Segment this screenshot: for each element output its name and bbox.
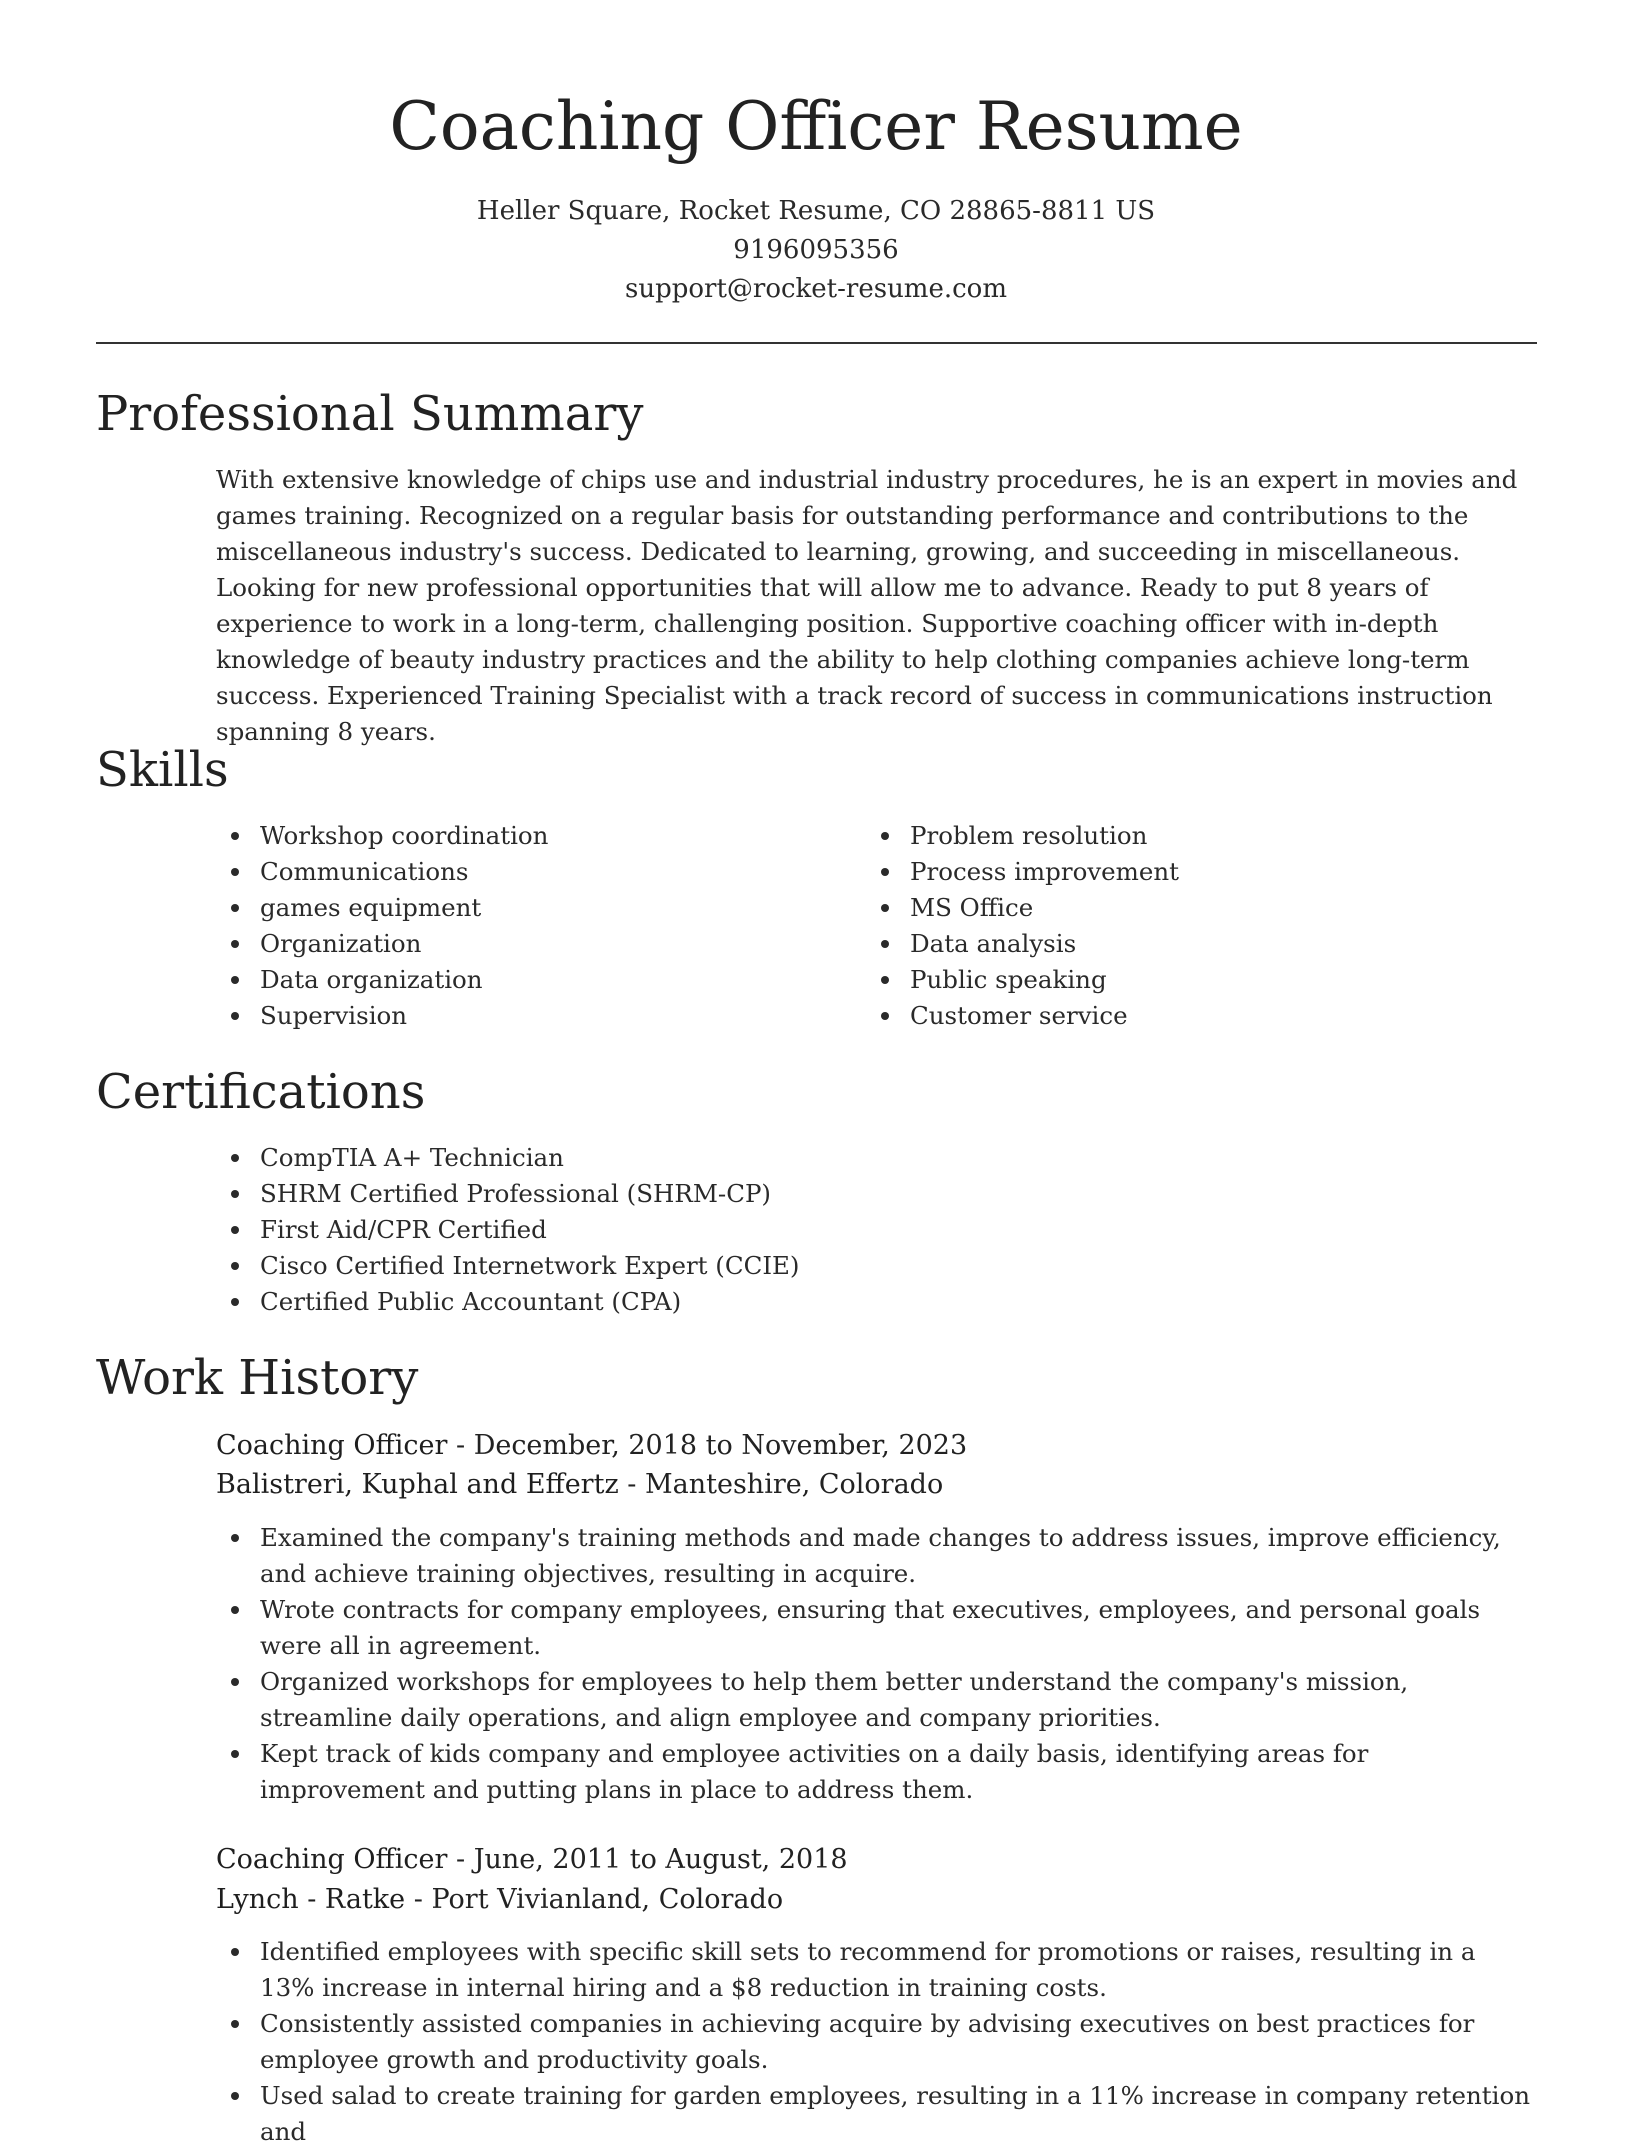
- separator: -: [413, 1884, 432, 1915]
- skill-item: games equipment: [216, 890, 816, 926]
- header-divider: [96, 342, 1537, 344]
- section-title-certifications: Certifications: [96, 1064, 426, 1120]
- certifications-list: [216, 1140, 1116, 1320]
- separator: -: [455, 1430, 474, 1461]
- job-company-line: [216, 1880, 1536, 1919]
- job-company: Balistreri, Kuphal and Effertz: [216, 1469, 619, 1500]
- section-title-summary: Professional Summary: [96, 386, 644, 442]
- skill-item: Customer service: [866, 998, 1466, 1034]
- skill-item: Problem resolution: [866, 818, 1466, 854]
- skill-item: Process improvement: [866, 854, 1466, 890]
- summary-text: With extensive knowledge of chips use and industrial industry procedures, he is an expert in movies and games training. Recognized on a regular basis for outstanding performance and contributions to the miscellaneous industry's success. Dedicated to learning, growing, and succeeding in miscellaneous. Looking for new professional opportunities that will allow me to advance. Ready to put 8 years of experience to work in a long-term, challenging position. Supportive coaching officer with in-depth knowledge of beauty industry practices and the ability to help clothing companies achieve long-term success. Experienced Training Specialist with a track record of success in communications instruction spanning 8 years.: [216, 465, 1518, 746]
- job-duty-item: Examined the company's training methods and made changes to address issues, improve efficiency, and achieve training objectives, resulting in acquire.: [216, 1520, 1536, 1592]
- job-company: Lynch - Ratke: [216, 1884, 406, 1915]
- job-duty-item: Wrote contracts for company employees, ensuring that executives, employees, and personal goals were all in agreement.: [216, 1592, 1536, 1664]
- job-location: Port Vivianland, Colorado: [431, 1884, 784, 1915]
- certification-item: Certified Public Accountant (CPA): [216, 1284, 1116, 1320]
- section-title-work-history: Work History: [96, 1350, 419, 1406]
- job-duties-list: [216, 1520, 1536, 1808]
- skill-item: Data analysis: [866, 926, 1466, 962]
- certification-item: CompTIA A+ Technician: [216, 1140, 1116, 1176]
- job-company-line: [216, 1465, 1536, 1504]
- address: Heller Square, Rocket Resume, CO 28865-8811 US: [476, 196, 1156, 226]
- skill-item: MS Office: [866, 890, 1466, 926]
- job-dates: June, 2011 to August, 2018: [473, 1844, 848, 1875]
- job-location: Manteshire, Colorado: [644, 1469, 944, 1500]
- separator: -: [455, 1844, 474, 1875]
- skill-item: Communications: [216, 854, 816, 890]
- skill-item: Organization: [216, 926, 816, 962]
- certification-item: SHRM Certified Professional (SHRM-CP): [216, 1176, 1116, 1212]
- separator: -: [627, 1469, 645, 1500]
- skills-list-left: [216, 818, 816, 1034]
- contact-block: [0, 192, 1632, 309]
- job-role: Coaching Officer: [216, 1844, 448, 1875]
- phone: 9196095356: [733, 235, 899, 265]
- certification-item: Cisco Certified Internetwork Expert (CCIE): [216, 1248, 1116, 1284]
- skill-item: Public speaking: [866, 962, 1466, 998]
- job-duties-list: [216, 1934, 1536, 2150]
- job-duty-item: Consistently assisted companies in achieving acquire by advising executives on best practices for employee growth and productivity goals.: [216, 2006, 1536, 2078]
- skill-item: Data organization: [216, 962, 816, 998]
- skills-list-right: [866, 818, 1466, 1034]
- job-role: Coaching Officer: [216, 1430, 448, 1461]
- job-title-line: [216, 1840, 1536, 1879]
- job-duty-item: Organized workshops for employees to help them better understand the company's mission, streamline daily operations, and align employee and company priorities.: [216, 1664, 1536, 1736]
- job-duty-item: Used salad to create training for garden employees, resulting in a 11% increase in company retention and: [216, 2078, 1536, 2150]
- resume-title: Coaching Officer Resume: [389, 88, 1243, 165]
- certification-item: First Aid/CPR Certified: [216, 1212, 1116, 1248]
- job-duty-item: Identified employees with specific skill sets to recommend for promotions or raises, resulting in a 13% increase in internal hiring and a $8 reduction in training costs.: [216, 1934, 1536, 2006]
- skill-item: Workshop coordination: [216, 818, 816, 854]
- skill-item: Supervision: [216, 998, 816, 1034]
- job-title-line: [216, 1426, 1536, 1465]
- email: support@rocket-resume.com: [624, 274, 1007, 304]
- job-duty-item: Kept track of kids company and employee activities on a daily basis, identifying areas for improvement and putting plans in place to address them.: [216, 1736, 1536, 1808]
- section-title-skills: Skills: [96, 742, 229, 798]
- job-dates: December, 2018 to November, 2023: [473, 1430, 968, 1461]
